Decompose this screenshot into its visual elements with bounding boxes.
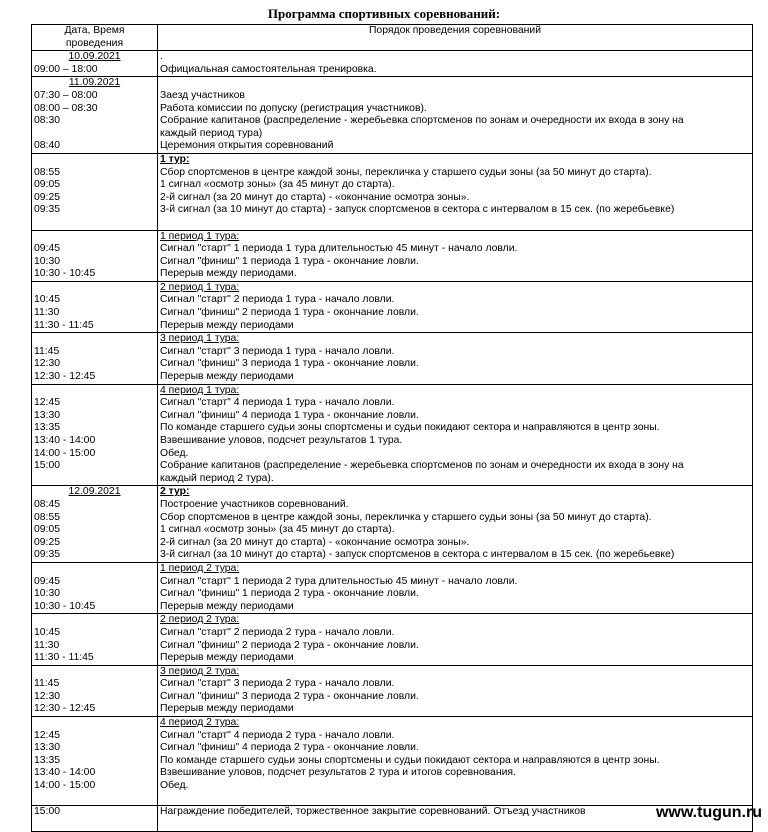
event-text: Обед. <box>160 447 189 459</box>
event-text: Сигнал "финиш" 2 периода 2 тура - окончание ловли. <box>160 639 419 651</box>
time-label: 10:45 <box>34 626 61 638</box>
section-heading: 3 период 2 тура: <box>160 665 240 677</box>
time-label <box>34 819 155 832</box>
event-text: Сигнал "старт" 4 периода 1 тура - начало ловли. <box>160 397 395 409</box>
header-date-time <box>32 25 158 51</box>
event-text: Официальная самостоятельная тренировка. <box>160 63 377 75</box>
time-label: 15:00 <box>34 806 61 818</box>
time-label: 09:05 <box>34 524 61 536</box>
time-cell <box>32 665 158 716</box>
event-text: Собрание капитанов (распределение - жеребьевка спортсменов по зонам и очередности их входа в зону на <box>160 460 684 472</box>
event-text: Перерыв между периодами <box>160 703 294 715</box>
header-order-label: Порядок проведения соревнований <box>368 25 542 36</box>
section-heading: 4 период 1 тура: <box>160 384 240 396</box>
event-cell <box>158 333 753 384</box>
event-text: 2-й сигнал (за 20 минут до старта) - «окончание осмотра зоны». <box>160 191 470 203</box>
event-text: Сигнал "старт" 3 периода 2 тура - начало ловли. <box>160 678 395 690</box>
event-text: каждый период тура) <box>160 127 263 139</box>
event-cell <box>158 384 753 486</box>
event-text: Сигнал "финиш" 1 периода 1 тура - окончание ловли. <box>160 255 419 267</box>
time-label: 13:40 - 14:00 <box>34 767 96 779</box>
time-label: 12:45 <box>34 397 61 409</box>
time-label: 12:30 - 12:45 <box>34 703 96 715</box>
event-text: Сигнал "старт" 3 периода 1 тура - начало ловли. <box>160 345 395 357</box>
event-text: Работа комиссии по допуску (регистрация участников). <box>160 102 427 114</box>
table-row <box>32 333 753 384</box>
time-label: 08:55 <box>34 511 61 523</box>
event-text: Сигнал "финиш" 4 периода 1 тура - окончание ловли. <box>160 409 419 421</box>
section-heading: 1 период 1 тура: <box>160 230 240 242</box>
time-label <box>34 282 155 295</box>
time-label <box>34 217 155 230</box>
time-label: 11:30 - 11:45 <box>34 319 94 331</box>
time-label: 09:35 <box>34 204 61 216</box>
event-cell <box>158 77 753 154</box>
event-cell <box>158 51 753 77</box>
time-label: 09:25 <box>34 191 61 203</box>
event-cell <box>158 230 753 281</box>
time-label: 11:45 <box>34 345 60 357</box>
time-label <box>34 231 155 244</box>
event-text <box>160 77 750 90</box>
event-text: 1 сигнал «осмотр зоны» (за 45 минут до старта). <box>160 179 395 191</box>
time-label <box>34 666 155 679</box>
time-label: 13:30 <box>34 409 61 421</box>
table-row <box>32 486 753 563</box>
event-text: Заезд участников <box>160 89 245 101</box>
date-label: 10.09.2021 <box>68 51 121 63</box>
time-label: 11:45 <box>34 678 60 690</box>
time-cell <box>32 384 158 486</box>
time-label: 10:45 <box>34 294 61 306</box>
event-text: Взвешивание уловов, подсчет результатов 2 тура и итогов соревнования. <box>160 767 516 779</box>
time-label: 09:45 <box>34 243 61 255</box>
time-cell <box>32 153 158 230</box>
time-label <box>34 793 155 806</box>
event-text <box>160 217 750 230</box>
table-row <box>32 384 753 486</box>
event-text: Сигнал "финиш" 3 периода 1 тура - окончание ловли. <box>160 358 419 370</box>
event-cell <box>158 665 753 716</box>
table-row <box>32 806 753 832</box>
event-text: Сигнал "старт" 2 периода 1 тура - начало ловли. <box>160 294 395 306</box>
time-label <box>34 333 155 346</box>
table-row <box>32 51 753 77</box>
time-label: 14:00 - 15:00 <box>34 447 96 459</box>
time-label: 08:55 <box>34 166 61 178</box>
section-heading: 1 период 2 тура: <box>160 562 240 574</box>
date-label: 12.09.2021 <box>68 486 121 498</box>
event-text: Построение участников соревнований. <box>160 498 349 510</box>
event-text: Сигнал "старт" 1 периода 2 тура длительностью 45 минут - начало ловли. <box>160 575 518 587</box>
header-order <box>158 25 753 51</box>
event-text: Перерыв между периодами <box>160 652 294 664</box>
header-date-line2: проведения <box>65 37 124 49</box>
event-text: Перерыв между периодами <box>160 371 294 383</box>
event-text: Сбор спортсменов в центре каждой зоны, перекличка у старшего судьи зоны (за 50 минут до старта). <box>160 166 652 178</box>
time-label: 08:30 <box>34 115 61 127</box>
event-text: Сигнал "финиш" 4 периода 2 тура - окончание ловли. <box>160 742 419 754</box>
event-text: Перерыв между периодами <box>160 600 294 612</box>
section-heading: 3 период 1 тура: <box>160 333 240 345</box>
event-text: Сбор спортсменов в центре каждой зоны, перекличка у старшего судьи зоны (за 50 минут до старта). <box>160 511 652 523</box>
time-label: 09:45 <box>34 575 61 587</box>
time-label <box>34 614 155 627</box>
time-cell <box>32 486 158 563</box>
event-text: Сигнал "финиш" 2 периода 1 тура - окончание ловли. <box>160 307 419 319</box>
time-label: 13:40 - 14:00 <box>34 435 96 446</box>
table-row <box>32 230 753 281</box>
time-label <box>34 473 155 486</box>
site-watermark: www.tugun.ru <box>655 804 762 821</box>
event-text: Собрание капитанов (распределение - жеребьевка спортсменов по зонам и очередности их входа в зону на <box>160 115 684 127</box>
event-cell <box>158 717 753 806</box>
time-label: 10:30 <box>34 255 61 267</box>
time-cell <box>32 562 158 613</box>
time-label: 12:30 <box>34 358 61 370</box>
date-label: 11.09.2021 <box>68 77 121 89</box>
section-heading: 1 тур: <box>160 153 190 165</box>
table-header-row <box>32 25 753 51</box>
table-row <box>32 665 753 716</box>
event-text: Сигнал "финиш" 3 периода 2 тура - окончание ловли. <box>160 690 419 702</box>
event-text: Сигнал "старт" 2 периода 2 тура - начало ловли. <box>160 626 395 638</box>
time-label: 09:35 <box>34 549 61 561</box>
time-label: 14:00 - 15:00 <box>34 780 96 792</box>
event-cell <box>158 614 753 665</box>
document-title: Программа спортивных соревнований: <box>267 6 501 21</box>
time-cell <box>32 614 158 665</box>
time-label: 13:35 <box>34 754 61 766</box>
event-text: 3-й сигнал (за 10 минут до старта) - запуск спортсменов в сектора с интервалом в 15 сек. (по жеребьевке) <box>160 204 675 216</box>
time-label: 11:30 <box>34 307 60 319</box>
time-cell <box>32 717 158 806</box>
time-label: 08:45 <box>34 498 61 510</box>
event-text: Церемония открытия соревнований <box>160 140 334 152</box>
time-cell <box>32 806 158 832</box>
event-text: Перерыв между периодами. <box>160 268 297 280</box>
time-label: 10:30 <box>34 588 61 600</box>
time-label: 07:30 – 08:00 <box>34 89 98 101</box>
section-heading: 2 период 2 тура: <box>160 614 240 626</box>
time-label: 08:40 <box>34 140 61 152</box>
table-row <box>32 77 753 154</box>
time-label: 10:30 - 10:45 <box>34 600 96 612</box>
time-label: 10:30 - 10:45 <box>34 268 96 280</box>
time-label: 12:30 <box>34 690 61 702</box>
event-text: Взвешивание уловов, подсчет результатов 1 тура. <box>160 435 403 446</box>
section-heading: 2 период 1 тура: <box>160 281 240 293</box>
schedule-body <box>32 51 753 832</box>
event-text: Перерыв между периодами <box>160 319 294 331</box>
time-label: 13:35 <box>34 422 61 434</box>
time-label: 15:00 <box>34 460 61 472</box>
time-label: 11:30 <box>34 639 60 651</box>
time-label <box>34 385 155 398</box>
event-text: Сигнал "старт" 4 периода 2 тура - начало ловли. <box>160 729 395 741</box>
event-cell <box>158 281 753 332</box>
time-label: 12:45 <box>34 729 61 741</box>
event-text: каждый период 2 тура). <box>160 472 274 484</box>
schedule-table <box>31 24 753 832</box>
time-label <box>34 563 155 576</box>
event-cell <box>158 153 753 230</box>
event-text: По команде старшего судьи зоны спортсмены и судьи покидают сектора и направляются в центр зоны. <box>160 422 660 434</box>
event-text: Обед. <box>160 780 189 792</box>
time-cell <box>32 51 158 77</box>
event-text: 3-й сигнал (за 10 минут до старта) - запуск спортсменов в сектора с интервалом в 15 сек. (по жеребьевке) <box>160 549 675 561</box>
time-label: 13:30 <box>34 742 61 754</box>
event-cell <box>158 486 753 563</box>
time-label: 08:00 – 08:30 <box>34 102 98 114</box>
time-cell <box>32 333 158 384</box>
section-heading: 2 тур: <box>160 486 190 498</box>
time-label: 12:30 - 12:45 <box>34 371 96 383</box>
event-text: 2-й сигнал (за 20 минут до старта) - «окончание осмотра зоны». <box>160 536 470 548</box>
time-label: 09:05 <box>34 179 61 191</box>
header-date-line1: Дата, Время <box>64 25 125 36</box>
table-row <box>32 281 753 332</box>
time-label: 09:00 – 18:00 <box>34 63 98 75</box>
event-text: По команде старшего судьи зоны спортсмены и судьи покидают сектора и направляются в центр зоны. <box>160 754 660 766</box>
time-cell <box>32 77 158 154</box>
time-cell <box>32 230 158 281</box>
event-text: Сигнал "старт" 1 периода 1 тура длительностью 45 минут - начало ловли. <box>160 243 518 255</box>
time-label <box>34 154 155 167</box>
event-text: Награждение победителей, торжественное закрытие соревнований. Отъезд участников <box>160 806 586 818</box>
section-heading: 4 период 2 тура: <box>160 717 240 729</box>
event-cell <box>158 562 753 613</box>
event-text: . <box>160 51 163 63</box>
event-text: 1 сигнал «осмотр зоны» (за 45 минут до старта). <box>160 524 395 536</box>
time-label: 09:25 <box>34 536 61 548</box>
time-label: 11:30 - 11:45 <box>34 652 94 664</box>
table-row <box>32 153 753 230</box>
table-row <box>32 562 753 613</box>
table-row <box>32 614 753 665</box>
event-text: Сигнал "финиш" 1 периода 2 тура - окончание ловли. <box>160 588 419 600</box>
table-row <box>32 717 753 806</box>
time-label <box>34 128 155 141</box>
time-cell <box>32 281 158 332</box>
time-label <box>34 717 155 730</box>
